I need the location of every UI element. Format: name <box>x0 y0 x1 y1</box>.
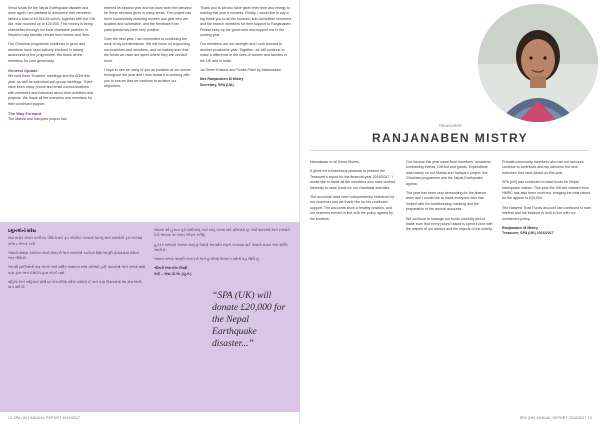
paragraph: હું દરેક સભ્યનો આભાર માનું છું જેમણે આ વર્ષને સફળ બનાવવા માટે પોતાનો સમય અને શક્તિ આપી છે. <box>154 242 288 252</box>
paragraph: SPA (UK) has continued to raise funds for Nepal earthquake victims. This year the Gift Aid claimed from HMRC has also been received, bringing the total raised for the appeal to £20,000. <box>502 180 591 201</box>
paragraph: સેવા માર્ફત નેપાળ ધરતીકંપ પીડિતો માટે ફંડ એકત્રિત કરવામાં આવ્યું અને સભ્યોએ કુલ ૧૯૯૪૪ પાઉન્ડ એકત્ર કર્યા. <box>8 236 143 246</box>
band-column-2 <box>154 228 292 277</box>
paragraph: Our members are our strength and I look forward to another productive year. Together, we will continue to make a difference in the lives of women and families in the UK and in India. <box>200 42 288 63</box>
paragraph: Thank you to all who have given their time and energy to making this year a success. Finally, I would like to say a big thank you to all the trustees, sub-committee members and the branch members for their support to Ranjanaben. Please keep up the good work and support me in the coming year. <box>200 6 292 38</box>
paragraph: Our Ghoshna programme continues to grow and members have been actively involved in raising awareness of the programme. We thank all the members for your generosity. <box>8 42 86 63</box>
band-heading: પ્રમુખશ્રીનો સંદેશ <box>8 228 37 233</box>
paragraph: I hope to see as many of you as possible at our events throughout the year and I look forward to working with you to ensure that we continue to achieve our objectives. <box>104 68 191 89</box>
paragraph: We held three Trustees' meetings and the AGM this year, as well as individual sub-group meetings. There have been many phone and email communications with members and branches about their activities and projects. We thank all the branches and members for their continued support. <box>8 74 93 106</box>
band-column-1 <box>8 228 146 295</box>
portrait-photo <box>478 4 598 122</box>
paragraph: અમારો ઘોષણા કાર્યક્રમ વધતો જાય છે અને સભ્યોએ કાર્યક્રમ વિશે જાગૃતિ ફેલાવવામાં સક્રિય ભાગ લીધો છે. <box>8 250 140 261</box>
paragraph: આ વર્ષે ટ્રસ્ટીઓની ત્રણ બેઠકો અને વાર્ષિક સામાન્ય સભા યોજાઈ હતી. શાખાઓ અને સભ્યો સાથે ઘણા ફોન અને ઈમેઈલ દ્વારા સંપર્ક રહ્યો. <box>8 265 146 275</box>
paragraph: Prepaid community members who use our services continue to contribute and we welcome the new branches that have joined us this year. <box>502 160 584 175</box>
signoff-text: Jai Shree Krishna and Sunita Patel by Ashirwadam <box>200 68 282 73</box>
section-heading: General Update <box>8 68 38 74</box>
left-column-2 <box>104 6 192 94</box>
paragraph: The year has been very demanding for the finance team and I would like to thank everyone who has helped with the bookkeeping, banking and the preparation of the annual accounts. <box>406 191 487 212</box>
band-signoff-name: શ્રીમતી રંજનબેન મિસ્ત્રી <box>154 266 188 271</box>
paragraph: entered its second year and we have seen the demand for these services grow in many areas. The project has been successfully reaching women and girls who are isolated and vulnerable, and the feedback from participants has been very positive. <box>104 6 192 32</box>
paragraph: Namaskaar to all Sewa Sisters. <box>310 160 360 164</box>
signoff-role: Treasurer, SPA (UK) 2016/2017 <box>502 231 554 236</box>
left-column-1 <box>8 6 96 127</box>
right-column-3 <box>502 160 592 237</box>
paragraph: આવતા વર્ષે હું મારા પૂરોગામીઓનું કાર્ય ચાલુ રાખવા માટે પ્રતિબદ્ધ છું. અમે શાખાઓ અને સભ્યોને ટેકો આપવા પર ધ્યાન કેન્દ્રિત કરીશું. <box>154 228 291 238</box>
paragraph: The Natwest Trust Funds account has continued to earn interest and the balance is held in line with our investment policy. <box>502 205 592 221</box>
paragraph: The accounts have been independently examined by our examiner and we thank him for his continued support. The accounts show a healthy position, and our reserves remain in line with the policy agreed by the trustees. <box>310 195 395 221</box>
paragraph: Sewa funds for the Nepal Earthquake disaster and once again I am pleased to announce that members raised a total of £9,944.45 which, together with the Gift Aid, was rounded up to £20,000. This money is being channelled through our local charitable partners in Nepal to help families rebuild their homes and lives. <box>8 6 95 38</box>
section-heading: The Way Forward <box>8 110 42 116</box>
paragraph: We continue to manage our funds carefully and to make sure that every pound raised is spent in line with the wishes of our donors and the objects of the charity. <box>406 216 493 232</box>
role-label: TREASURER <box>438 124 462 128</box>
page-footer-right: SPA (UK) ANNUAL REPORT 2016/2017 13 <box>519 416 592 420</box>
paragraph: અમારા સભ્યો અમારી તાકાત છે અને હું બીજા ઉત્પાદક વર્ષની રાહ જોઉં છું. <box>154 257 260 262</box>
person-portrait-icon <box>478 4 598 122</box>
page-footer-left: 12 SPA (UK) ANNUAL REPORT 2016/2017 <box>8 416 81 420</box>
paragraph: The Mahila and Sahiyaru project has <box>8 117 67 122</box>
band-signoff-role: મંત્રી – એસ.પી.એ. (યુ.કે.) <box>154 271 192 276</box>
person-name-title: RANJANABEN MISTRY <box>371 131 529 145</box>
signoff-name: Ranjanaben M Mistry <box>502 226 538 231</box>
paragraph: Over the next year, I am committed to continuing the work of my predecessors. We will focus on supporting our branches and members, and on making sure that the funds we raise are spent where they are needed most. <box>104 37 190 63</box>
divider <box>310 150 590 151</box>
left-column-3 <box>200 6 292 88</box>
signoff-role: Secretary, SPA (UK) <box>200 82 234 87</box>
paragraph: મહિલા અને સહિયારુ પ્રોજેક્ટ તેના બીજા વર્ષમાં પ્રવેશ્યો છે અને ઘણા વિસ્તારોમાં આ સેવાઓની માંગ વધી છે. <box>8 280 142 290</box>
pull-quote: “SPA (UK) will donate £20,000 for the Nepal Earthquake disaster...” <box>212 290 286 349</box>
signoff-name: Mrs Ranjanaben M Mistry <box>200 77 244 82</box>
right-column-1 <box>310 160 398 226</box>
paragraph: It gives me tremendous pleasure to present the Treasurer's report for the financial year 2016/2017. I would like to thank all the members who have worked tirelessly to raise funds for our charitable activities. <box>310 169 396 190</box>
right-column-2 <box>406 160 494 237</box>
paragraph: Our income this year came from members' donations, fundraising events, Gift Aid and grants. Expenditure was mainly on our Mahila and Sahiyaru project, the Ghoshna programme and the Nepal Earthquake appeal. <box>406 160 492 186</box>
